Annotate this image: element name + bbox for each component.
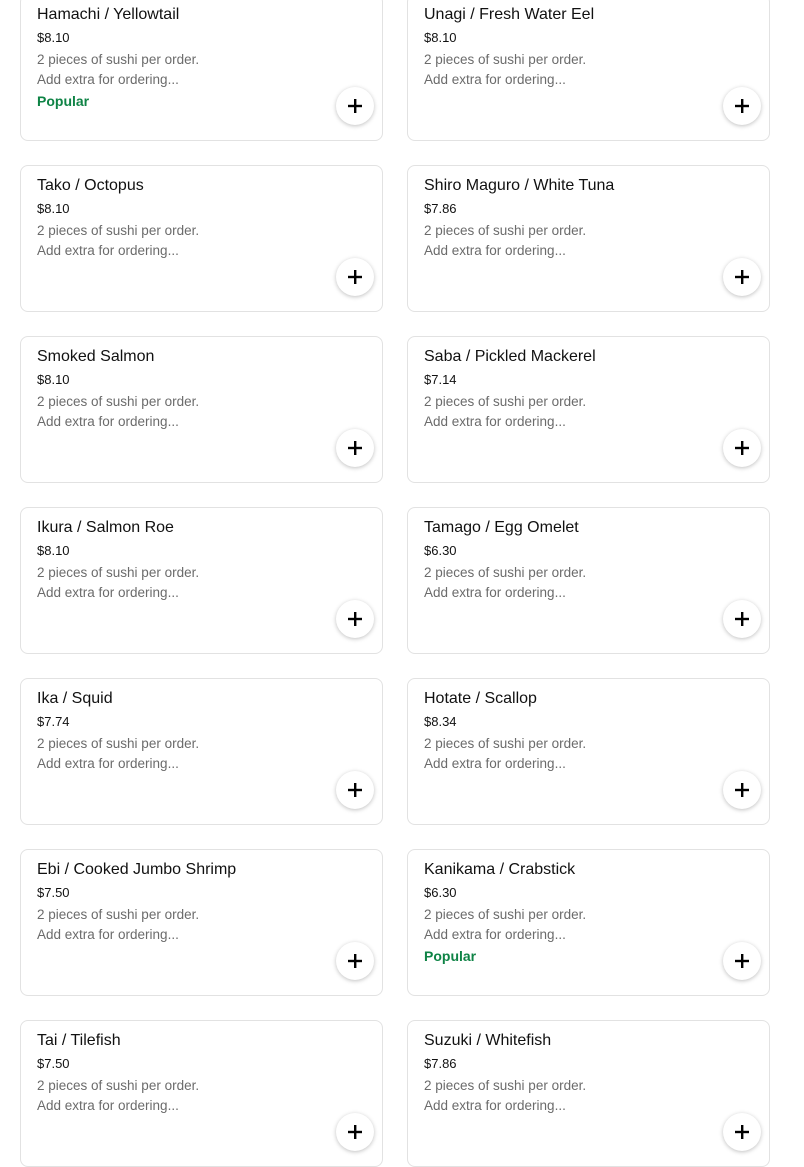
menu-item-price: $6.30 [424, 543, 457, 558]
menu-item-name: Shiro Maguro / White Tuna [424, 177, 615, 194]
menu-item-description-line: Add extra for ordering... [37, 414, 179, 429]
menu-item-info [424, 5, 624, 90]
menu-item-description [424, 50, 624, 90]
add-to-cart-button[interactable] [336, 771, 374, 809]
menu-item-info [37, 518, 237, 603]
menu-item-card[interactable] [407, 1020, 770, 1167]
menu-item-description [424, 563, 624, 603]
add-to-cart-button[interactable] [723, 87, 761, 125]
add-to-cart-button[interactable] [336, 87, 374, 125]
menu-item-info [37, 689, 237, 774]
add-to-cart-button[interactable] [336, 429, 374, 467]
menu-item-info [37, 5, 237, 110]
menu-item-description-line: Add extra for ordering... [424, 756, 566, 771]
add-to-cart-button[interactable] [336, 1113, 374, 1151]
menu-item-info [37, 860, 237, 945]
plus-icon [735, 270, 749, 284]
plus-icon [735, 99, 749, 113]
menu-item-name: Saba / Pickled Mackerel [424, 348, 596, 365]
menu-item-info [424, 860, 624, 965]
plus-icon [348, 441, 362, 455]
plus-icon [735, 1125, 749, 1139]
menu-item-card[interactable] [20, 1020, 383, 1167]
menu-item-description [424, 905, 624, 945]
add-to-cart-button[interactable] [336, 258, 374, 296]
menu-item-name: Hamachi / Yellowtail [37, 6, 180, 23]
menu-item-description-line: 2 pieces of sushi per order. [37, 394, 200, 409]
menu-item-name: Kanikama / Crabstick [424, 861, 576, 878]
add-to-cart-button[interactable] [336, 600, 374, 638]
menu-item-description-line: Add extra for ordering... [424, 927, 566, 942]
menu-item-description-line: 2 pieces of sushi per order. [37, 565, 200, 580]
menu-item-info [424, 689, 624, 774]
menu-item-description [424, 734, 624, 774]
menu-item-price: $7.50 [37, 1056, 70, 1071]
menu-item-card[interactable] [20, 165, 383, 312]
popular-badge: Popular [424, 948, 477, 964]
popular-badge: Popular [37, 93, 90, 109]
menu-item-card[interactable] [407, 165, 770, 312]
menu-item-card[interactable] [407, 336, 770, 483]
menu-item-description-line: 2 pieces of sushi per order. [37, 907, 200, 922]
menu-item-card[interactable] [407, 507, 770, 654]
menu-item-card[interactable] [20, 849, 383, 996]
menu-item-description [37, 221, 237, 261]
menu-item-info [424, 176, 624, 261]
menu-item-description-line: Add extra for ordering... [424, 243, 566, 258]
menu-item-info [37, 176, 237, 261]
menu-item-price: $8.10 [37, 372, 70, 387]
menu-item-description-line: 2 pieces of sushi per order. [37, 736, 200, 751]
menu-item-info [424, 1031, 624, 1116]
menu-item-description [37, 905, 237, 945]
menu-item-description-line: 2 pieces of sushi per order. [424, 736, 587, 751]
menu-item-description-line: Add extra for ordering... [424, 72, 566, 87]
menu-item-description-line: Add extra for ordering... [37, 72, 179, 87]
menu-item-description [37, 50, 237, 90]
menu-item-info [424, 347, 624, 432]
menu-item-name: Tai / Tilefish [37, 1032, 121, 1049]
plus-icon [348, 1125, 362, 1139]
menu-item-description-line: Add extra for ordering... [424, 1098, 566, 1113]
menu-item-card[interactable] [407, 849, 770, 996]
menu-item-price: $8.10 [37, 30, 70, 45]
plus-icon [348, 270, 362, 284]
plus-icon [735, 612, 749, 626]
menu-item-description [37, 563, 237, 603]
menu-item-description-line: 2 pieces of sushi per order. [37, 1078, 200, 1093]
menu-item-description [424, 392, 624, 432]
add-to-cart-button[interactable] [723, 771, 761, 809]
menu-item-price: $7.86 [424, 1056, 457, 1071]
menu-item-description-line: 2 pieces of sushi per order. [424, 223, 587, 238]
menu-item-name: Ebi / Cooked Jumbo Shrimp [37, 861, 237, 878]
plus-icon [735, 441, 749, 455]
menu-item-name: Hotate / Scallop [424, 690, 537, 707]
menu-item-description [37, 1076, 237, 1116]
add-to-cart-button[interactable] [723, 600, 761, 638]
plus-icon [348, 783, 362, 797]
menu-item-price: $6.30 [424, 885, 457, 900]
menu-item-name: Tako / Octopus [37, 177, 144, 194]
menu-item-description-line: Add extra for ordering... [37, 756, 179, 771]
menu-item-description-line: 2 pieces of sushi per order. [424, 565, 587, 580]
menu-item-price: $8.10 [37, 201, 70, 216]
menu-item-name: Unagi / Fresh Water Eel [424, 6, 595, 23]
menu-item-description [424, 221, 624, 261]
menu-item-description-line: Add extra for ordering... [424, 414, 566, 429]
plus-icon [348, 954, 362, 968]
menu-item-card[interactable] [407, 0, 770, 141]
menu-item-price: $8.10 [424, 30, 457, 45]
add-to-cart-button[interactable] [336, 942, 374, 980]
menu-item-description-line: Add extra for ordering... [37, 585, 179, 600]
menu-item-name: Tamago / Egg Omelet [424, 519, 579, 536]
menu-item-description-line: 2 pieces of sushi per order. [424, 1078, 587, 1093]
menu-item-description-line: Add extra for ordering... [424, 585, 566, 600]
menu-item-card[interactable] [20, 678, 383, 825]
add-to-cart-button[interactable] [723, 942, 761, 980]
menu-item-price: $8.34 [424, 714, 457, 729]
menu-item-card[interactable] [20, 336, 383, 483]
menu-item-price: $7.50 [37, 885, 70, 900]
menu-item-name: Ikura / Salmon Roe [37, 519, 174, 536]
menu-item-description [37, 392, 237, 432]
menu-item-description-line: 2 pieces of sushi per order. [424, 394, 587, 409]
add-to-cart-button[interactable] [723, 1113, 761, 1151]
menu-item-name: Ika / Squid [37, 690, 113, 707]
menu-item-card[interactable] [20, 0, 383, 141]
menu-item-info [424, 518, 624, 603]
menu-item-price: $8.10 [37, 543, 70, 558]
add-to-cart-button[interactable] [723, 429, 761, 467]
menu-item-description [424, 1076, 624, 1116]
menu-item-card[interactable] [407, 678, 770, 825]
menu-item-description-line: Add extra for ordering... [37, 243, 179, 258]
plus-icon [348, 612, 362, 626]
menu-item-description-line: 2 pieces of sushi per order. [37, 52, 200, 67]
menu-item-price: $7.14 [424, 372, 457, 387]
menu-item-description-line: 2 pieces of sushi per order. [37, 223, 200, 238]
menu-item-card[interactable] [20, 507, 383, 654]
menu-item-price: $7.74 [37, 714, 70, 729]
menu-item-info [37, 1031, 237, 1116]
add-to-cart-button[interactable] [723, 258, 761, 296]
menu-item-name: Smoked Salmon [37, 348, 155, 365]
plus-icon [735, 783, 749, 797]
menu-item-name: Suzuki / Whitefish [424, 1032, 552, 1049]
plus-icon [735, 954, 749, 968]
menu-item-description-line: 2 pieces of sushi per order. [424, 907, 587, 922]
menu-item-info [37, 347, 237, 432]
menu-item-description-line: Add extra for ordering... [37, 927, 179, 942]
menu-item-description-line: Add extra for ordering... [37, 1098, 179, 1113]
menu-item-description [37, 734, 237, 774]
plus-icon [348, 99, 362, 113]
menu-item-price: $7.86 [424, 201, 457, 216]
menu-item-description-line: 2 pieces of sushi per order. [424, 52, 587, 67]
